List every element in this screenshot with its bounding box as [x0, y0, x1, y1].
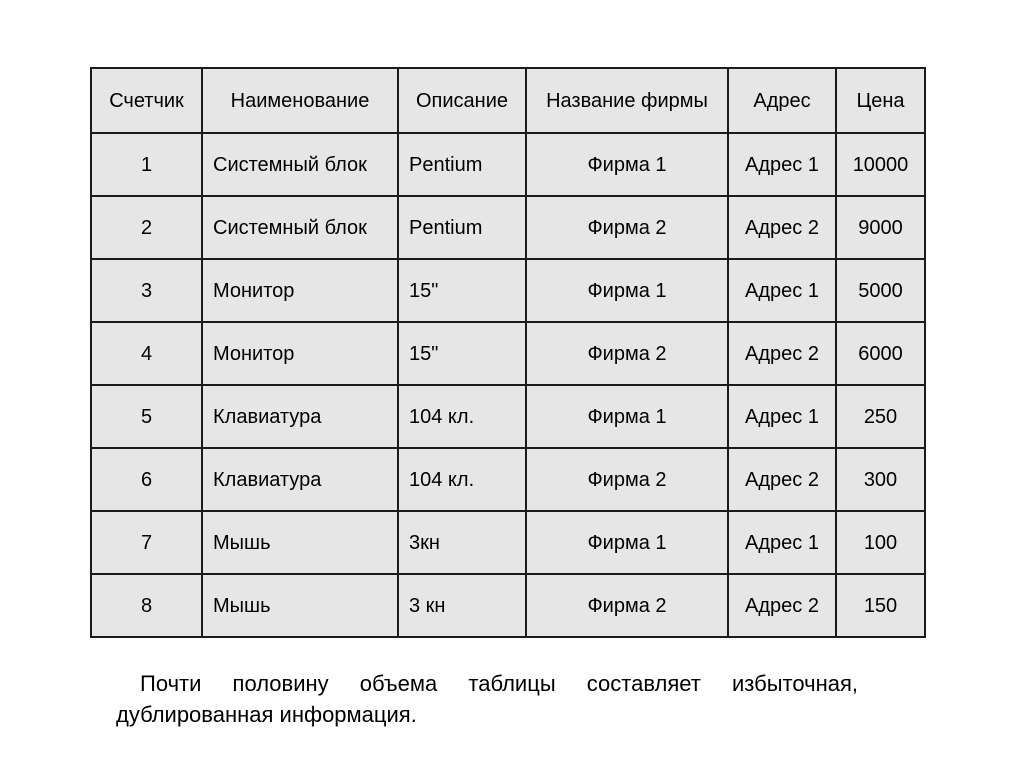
cell-price: 250 — [836, 385, 925, 448]
cell-name: Системный блок — [202, 133, 398, 196]
cell-price: 150 — [836, 574, 925, 637]
cell-name: Монитор — [202, 322, 398, 385]
cell-description: 104 кл. — [398, 385, 526, 448]
cell-name: Монитор — [202, 259, 398, 322]
cell-description: 15" — [398, 322, 526, 385]
cell-company-name: Фирма 2 — [526, 196, 728, 259]
cell-counter: 2 — [91, 196, 202, 259]
cell-description: 3 кн — [398, 574, 526, 637]
cell-address: Адрес 1 — [728, 133, 836, 196]
cell-company-name: Фирма 2 — [526, 574, 728, 637]
cell-counter: 8 — [91, 574, 202, 637]
cell-price: 6000 — [836, 322, 925, 385]
table-header — [91, 68, 925, 133]
cell-name: Мышь — [202, 511, 398, 574]
cell-counter: 5 — [91, 385, 202, 448]
cell-company-name: Фирма 1 — [526, 385, 728, 448]
cell-description: Pentium — [398, 196, 526, 259]
cell-price: 300 — [836, 448, 925, 511]
cell-description: 3кн — [398, 511, 526, 574]
cell-address: Адрес 2 — [728, 196, 836, 259]
header-name: Наименование — [202, 68, 398, 133]
cell-description: Pentium — [398, 133, 526, 196]
cell-counter: 3 — [91, 259, 202, 322]
table-row — [91, 259, 925, 322]
table-row — [91, 448, 925, 511]
header-company-name: Название фирмы — [526, 68, 728, 133]
table-row — [91, 322, 925, 385]
redundancy-note: Почти половину объема таблицы составляет избыточная, дублированная информация. — [116, 671, 858, 727]
cell-name: Мышь — [202, 574, 398, 637]
cell-counter: 1 — [91, 133, 202, 196]
table-row — [91, 511, 925, 574]
header-description: Описание — [398, 68, 526, 133]
cell-price: 5000 — [836, 259, 925, 322]
cell-company-name: Фирма 1 — [526, 511, 728, 574]
header-counter: Счетчик — [91, 68, 202, 133]
cell-address: Адрес 1 — [728, 385, 836, 448]
cell-company-name: Фирма 2 — [526, 448, 728, 511]
table-row — [91, 133, 925, 196]
cell-price: 9000 — [836, 196, 925, 259]
cell-counter: 7 — [91, 511, 202, 574]
cell-price: 100 — [836, 511, 925, 574]
cell-name: Клавиатура — [202, 448, 398, 511]
table-body — [91, 133, 925, 637]
header-row — [91, 68, 925, 133]
cell-address: Адрес 2 — [728, 574, 836, 637]
cell-address: Адрес 1 — [728, 259, 836, 322]
cell-company-name: Фирма 2 — [526, 322, 728, 385]
data-table — [90, 67, 926, 638]
cell-description: 15" — [398, 259, 526, 322]
cell-name: Системный блок — [202, 196, 398, 259]
cell-address: Адрес 2 — [728, 322, 836, 385]
cell-description: 104 кл. — [398, 448, 526, 511]
cell-counter: 4 — [91, 322, 202, 385]
cell-price: 10000 — [836, 133, 925, 196]
table-row — [91, 574, 925, 637]
cell-company-name: Фирма 1 — [526, 133, 728, 196]
cell-counter: 6 — [91, 448, 202, 511]
header-address: Адрес — [728, 68, 836, 133]
cell-name: Клавиатура — [202, 385, 398, 448]
cell-address: Адрес 1 — [728, 511, 836, 574]
header-price: Цена — [836, 68, 925, 133]
cell-address: Адрес 2 — [728, 448, 836, 511]
table-row — [91, 196, 925, 259]
cell-company-name: Фирма 1 — [526, 259, 728, 322]
table-row — [91, 385, 925, 448]
